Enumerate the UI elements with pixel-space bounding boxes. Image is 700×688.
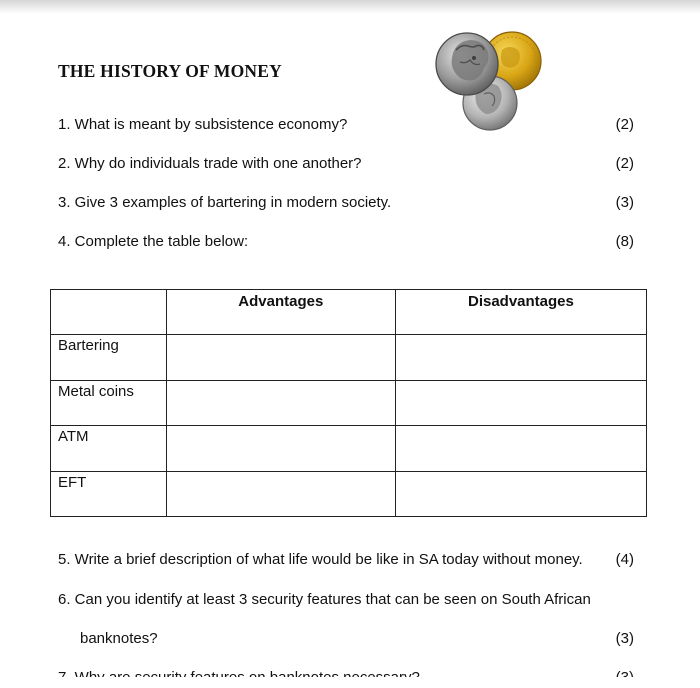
table-header-disadvantages: Disadvantages — [395, 290, 646, 335]
question-6-marks: (3) — [615, 630, 634, 647]
table-header-advantages: Advantages — [166, 290, 395, 335]
page-bottom-cutoff — [0, 677, 700, 688]
eft-disadvantages-cell[interactable] — [395, 471, 646, 517]
table-header-blank — [51, 290, 167, 335]
table-row — [51, 380, 647, 426]
row-label-metal-coins: Metal coins — [51, 380, 167, 426]
eft-advantages-cell[interactable] — [166, 471, 395, 517]
page-title: THE HISTORY OF MONEY — [58, 61, 282, 81]
question-5: 5. Write a brief description of what life would be like in SA today without money. — [58, 551, 583, 568]
row-label-atm: ATM — [51, 426, 167, 472]
question-4-marks: (8) — [615, 233, 634, 250]
money-comparison-table — [50, 289, 647, 517]
question-6: 6. Can you identify at least 3 security features that can be seen on South African — [58, 591, 591, 608]
table-header-row — [51, 290, 647, 335]
question-3-marks: (3) — [615, 194, 634, 211]
metal-coins-disadvantages-cell[interactable] — [395, 380, 646, 426]
question-6-continued: banknotes? — [80, 630, 158, 647]
table-row — [51, 335, 647, 381]
row-label-bartering: Bartering — [51, 335, 167, 381]
question-2: 2. Why do individuals trade with one another? — [58, 155, 362, 172]
question-1: 1. What is meant by subsistence economy? — [58, 116, 348, 133]
table-row — [51, 426, 647, 472]
question-1-marks: (2) — [615, 116, 634, 133]
bartering-advantages-cell[interactable] — [166, 335, 395, 381]
row-label-eft: EFT — [51, 471, 167, 517]
atm-advantages-cell[interactable] — [166, 426, 395, 472]
table-row — [51, 471, 647, 517]
question-5-marks: (4) — [615, 551, 634, 568]
question-4: 4. Complete the table below: — [58, 233, 249, 250]
bartering-disadvantages-cell[interactable] — [395, 335, 646, 381]
metal-coins-advantages-cell[interactable] — [166, 380, 395, 426]
coins-image — [432, 28, 544, 132]
question-2-marks: (2) — [615, 155, 634, 172]
question-3: 3. Give 3 examples of bartering in modern society. — [58, 194, 392, 211]
page-top-shadow — [0, 0, 700, 14]
atm-disadvantages-cell[interactable] — [395, 426, 646, 472]
